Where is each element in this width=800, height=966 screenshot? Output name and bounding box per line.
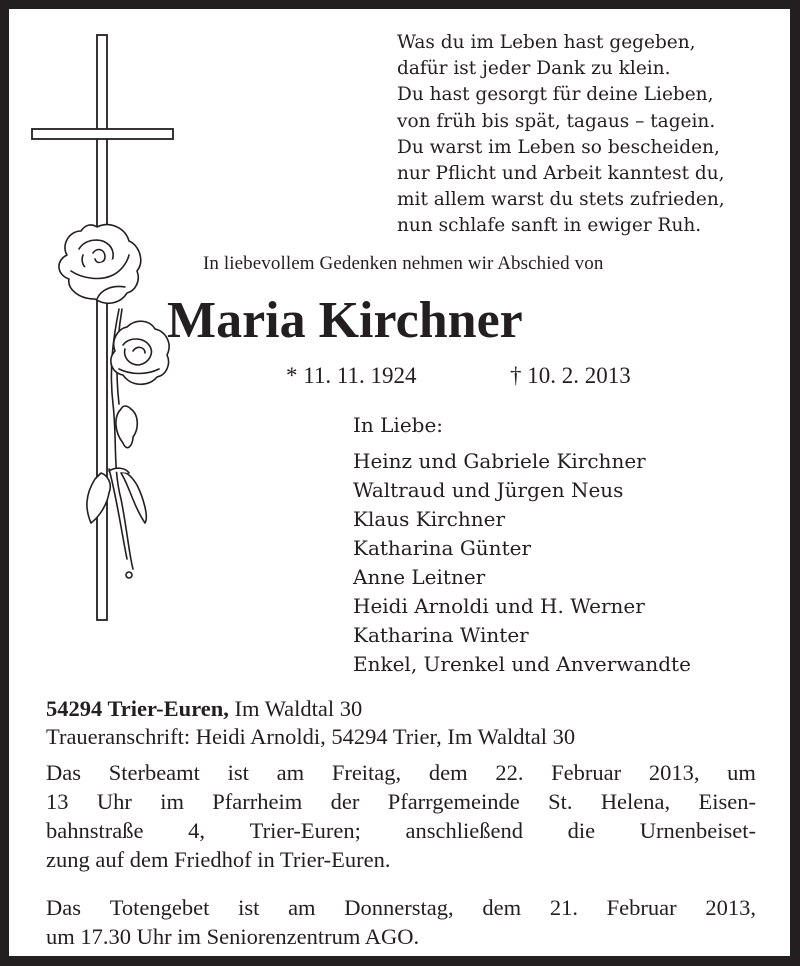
- requiem-line: bahnstraße 4, Trier-Euren; anschließend die Urnenbeiset-: [46, 818, 756, 843]
- poem-line: von früh bis spät, tagaus – tagein.: [397, 110, 716, 132]
- mourner-name: Heidi Arnoldi und H. Werner: [353, 594, 645, 618]
- address-block: [46, 695, 575, 751]
- mourner-name: Katharina Winter: [353, 623, 529, 647]
- poem-line: nur Pflicht und Arbeit kanntest du,: [397, 162, 725, 184]
- residence-address: [46, 695, 575, 723]
- death-date: † 10. 2. 2013: [510, 363, 631, 388]
- requiem-line: Das Sterbeamt ist am Freitag, dem 22. Februar 2013, um: [46, 760, 756, 785]
- poem-line: mit allem warst du stets zufrieden,: [397, 189, 725, 211]
- obituary-notice: [9, 9, 790, 956]
- mourner-name: Klaus Kirchner: [353, 507, 506, 531]
- deceased-name: Maria Kirchner: [167, 292, 523, 349]
- mourner-name: Heinz und Gabriele Kirchner: [353, 449, 646, 473]
- poem-line: Du hast gesorgt für deine Lieben,: [397, 84, 714, 106]
- poem-line: Du warst im Leben so bescheiden,: [397, 136, 720, 158]
- mourner-name: Enkel, Urenkel und Anverwandte: [353, 652, 691, 676]
- mourning-address: Traueranschrift: Heidi Arnoldi, 54294 Trier, Im Waldtal 30: [46, 724, 576, 749]
- poem: [397, 30, 725, 240]
- prayer-line: Das Totengebet ist am Donnerstag, dem 21. Februar 2013,: [46, 895, 756, 920]
- requiem-paragraph: [46, 758, 756, 874]
- poem-line: Was du im Leben hast gegeben,: [397, 32, 696, 53]
- mourner-name: Katharina Günter: [353, 536, 531, 560]
- poem-line: dafür ist jeder Dank zu klein.: [397, 58, 671, 80]
- birth-date: * 11. 11. 1924: [286, 363, 417, 388]
- residence-street: Im Waldtal 30: [228, 696, 363, 721]
- requiem-line: zung auf dem Friedhof in Trier-Euren.: [46, 847, 391, 872]
- farewell-intro: In liebevollem Gedenken nehmen wir Abschied von: [203, 253, 604, 274]
- prayer-paragraph: [46, 893, 756, 951]
- rose-icon: [59, 225, 169, 578]
- requiem-line: 13 Uhr im Pfarrheim der Pfarrgemeinde St. Helena, Eisen-: [46, 789, 756, 814]
- residence-place: 54294 Trier-Euren,: [46, 696, 229, 721]
- poem-line: nun schlafe sanft in ewiger Ruh.: [397, 215, 702, 237]
- mourner-name: Waltraud und Jürgen Neus: [353, 478, 624, 502]
- mourner-name: Anne Leitner: [353, 565, 486, 589]
- mourners-list: [353, 447, 691, 679]
- prayer-line: um 17.30 Uhr im Seniorenzentrum AGO.: [46, 924, 420, 949]
- mourners-label: In Liebe:: [353, 413, 444, 437]
